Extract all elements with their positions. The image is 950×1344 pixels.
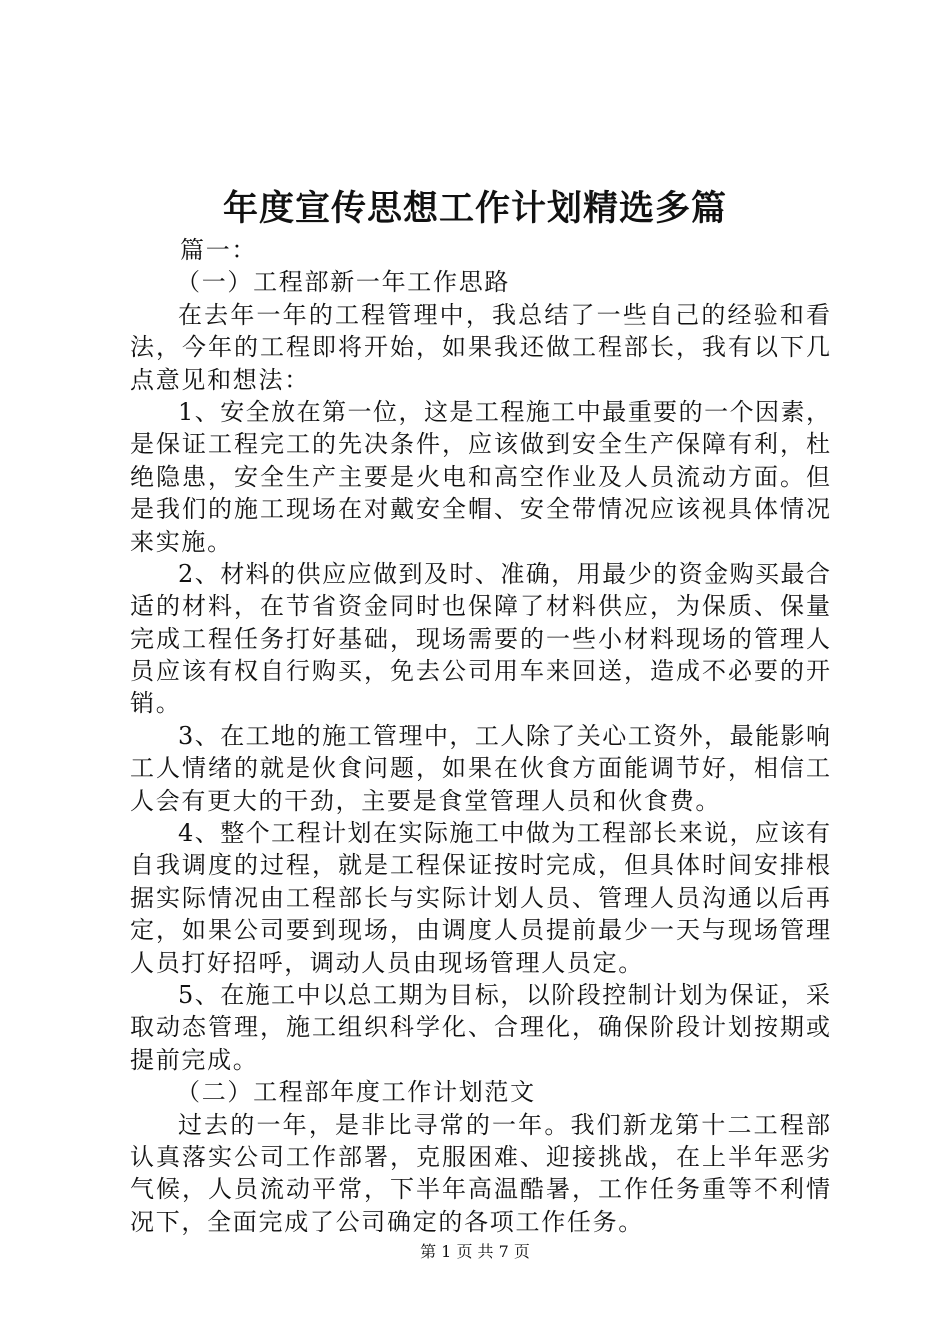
paragraph-line: 绝隐患，安全生产主要是火电和高空作业及人员流动方面。但 <box>130 462 830 491</box>
paragraph-line: 是保证工程完工的先决条件，应该做到安全生产保障有利，杜 <box>130 430 830 459</box>
document-title: 年度宣传思想工作计划精选多篇 <box>222 189 727 229</box>
paragraph-line: 气候，人员流动平常，下半年高温酷暑，工作任务重等不利情 <box>130 1175 830 1204</box>
paragraph-line: 据实际情况由工程部长与实际计划人员、管理人员沟通以后再 <box>130 883 830 912</box>
paragraph-line: 况下，全面完成了公司确定的各项工作任务。 <box>130 1207 644 1236</box>
paragraph-line: 认真落实公司工作部署，克服困难、迎接挑战，在上半年恶劣 <box>130 1142 830 1171</box>
paragraph-line: （二）工程部年度工作计划范文 <box>176 1078 536 1107</box>
document-body <box>130 234 830 1238</box>
paragraph-line: （一）工程部新一年工作思路 <box>176 268 511 297</box>
paragraph-line: 2、材料的供应应做到及时、准确，用最少的资金购买最合 <box>178 559 830 588</box>
paragraph-line: 法，今年的工程即将开始，如果我还做工程部长，我有以下几 <box>130 333 830 362</box>
paragraph-line: 自我调度的过程，就是工程保证按时完成，但具体时间安排根 <box>130 851 830 880</box>
paragraph-line: 5、在施工中以总工期为目标，以阶段控制计划为保证，采 <box>178 980 830 1009</box>
paragraph-line: 篇一： <box>180 236 258 264</box>
paragraph-line: 人会有更大的干劲，主要是食堂管理人员和伙食费。 <box>130 786 722 815</box>
paragraph-line: 1、安全放在第一位，这是工程施工中最重要的一个因素， <box>178 397 830 426</box>
paragraph-line: 定，如果公司要到现场，由调度人员提前最少一天与现场管理 <box>130 916 830 945</box>
paragraph-line: 工人情绪的就是伙食问题，如果在伙食方面能调节好，相信工 <box>130 754 830 783</box>
paragraph-line: 在去年一年的工程管理中，我总结了一些自己的经验和看 <box>178 300 830 329</box>
page-footer: 第 1 页 共 7 页 <box>420 1242 530 1261</box>
paragraph-line: 适的材料，在节省资金同时也保障了材料供应，为保质、保量 <box>130 592 830 621</box>
paragraph-line: 过去的一年，是非比寻常的一年。我们新龙第十二工程部 <box>178 1110 830 1139</box>
paragraph-line: 点意见和想法： <box>130 365 310 394</box>
paragraph-line: 提前完成。 <box>130 1045 259 1074</box>
paragraph-line: 4、整个工程计划在实际施工中做为工程部长来说，应该有 <box>178 819 830 848</box>
paragraph-line: 是我们的施工现场在对戴安全帽、安全带情况应该视具体情况 <box>130 495 830 524</box>
paragraph-line: 3、在工地的施工管理中，工人除了关心工资外，最能影响 <box>178 721 830 750</box>
paragraph-line: 员应该有权自行购买，免去公司用车来回送，造成不必要的开 <box>130 657 830 686</box>
paragraph-line: 完成工程任务打好基础，现场需要的一些小材料现场的管理人 <box>130 624 830 653</box>
paragraph-line: 来实施。 <box>130 527 233 556</box>
paragraph-line: 销。 <box>130 689 182 718</box>
paragraph-line: 人员打好招呼，调动人员由现场管理人员定。 <box>130 948 644 977</box>
paragraph-line: 取动态管理，施工组织科学化、合理化，确保阶段计划按期或 <box>130 1013 830 1042</box>
